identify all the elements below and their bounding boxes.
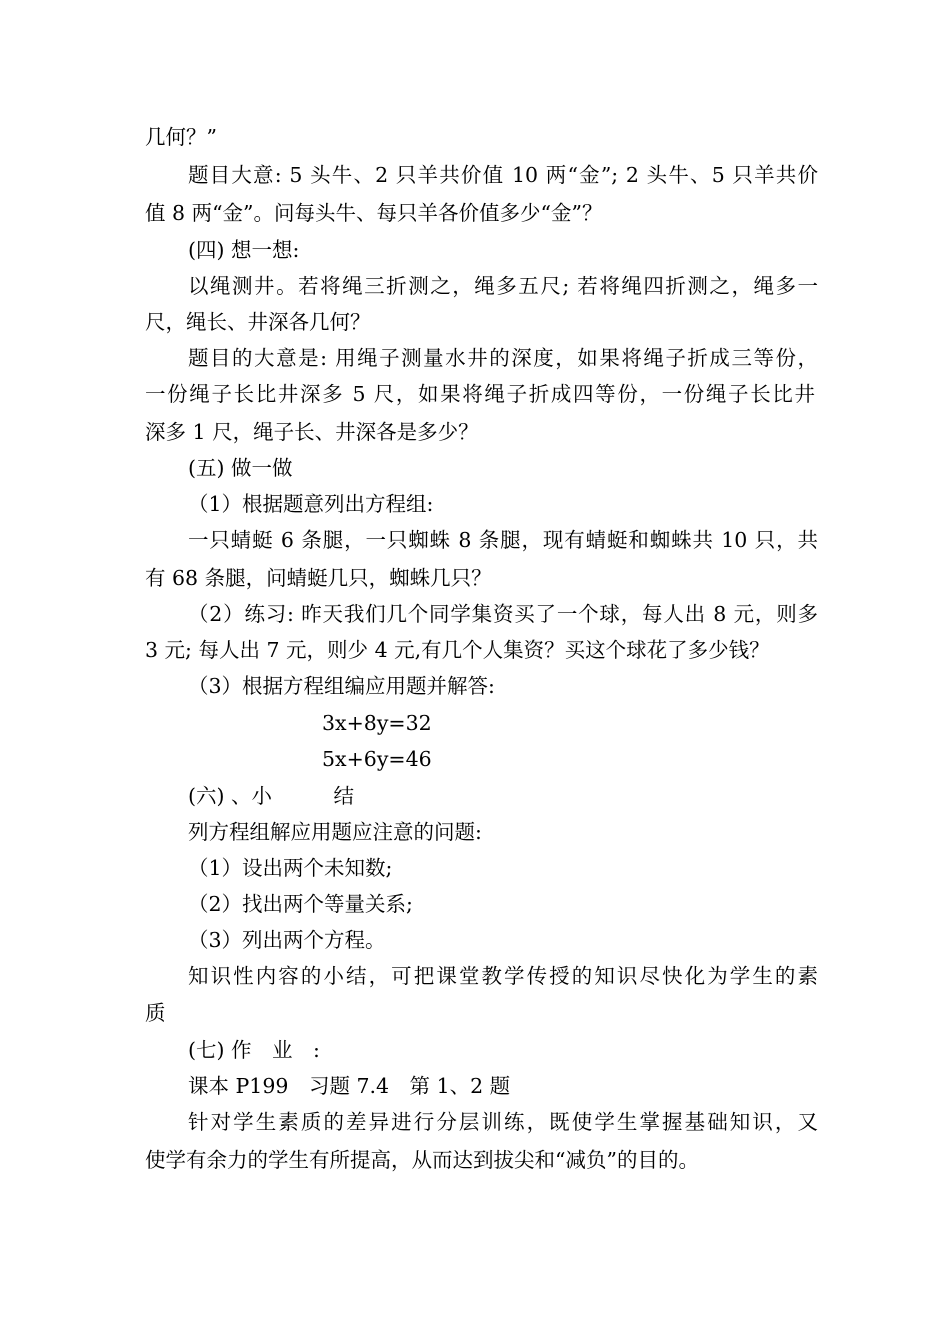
section-heading: (五) 做一做 xyxy=(188,456,293,480)
text-line: 一份绳子长比井深多 5 尺，如果将绳子折成四等份，一份绳子长比井 xyxy=(145,382,815,406)
section-heading: (四) 想一想: xyxy=(188,238,300,262)
text-line: （2）练习: 昨天我们几个同学集资买了一个球，每人出 8 元，则多 xyxy=(188,602,818,626)
text-line: （2）找出两个等量关系; xyxy=(188,892,413,916)
text-line: 几何？” xyxy=(145,125,217,149)
text-line: 质 xyxy=(145,1001,166,1025)
text-line: （3）列出两个方程。 xyxy=(188,928,386,952)
text-line: 一只蜻蜓 6 条腿，一只蜘蛛 8 条腿，现有蜻蜓和蜘蛛共 10 只，共 xyxy=(188,528,818,552)
equation: 3x+8y=32 xyxy=(322,711,432,735)
text-line: （1）设出两个未知数; xyxy=(188,856,393,880)
text-line: 题目的大意是: 用绳子测量水井的深度，如果将绳子折成三等份， xyxy=(188,346,818,370)
text-line: 有 68 条腿，问蜻蜓几只，蜘蛛几只？ xyxy=(145,566,492,590)
text-line: 值 8 两“金”。问每头牛、每只羊各价值多少“金”？ xyxy=(145,201,603,225)
text-line: 知识性内容的小结，可把课堂教学传授的知识尽快化为学生的素 xyxy=(188,964,818,988)
text-line: （1）根据题意列出方程组: xyxy=(188,492,434,516)
equation: 5x+6y=46 xyxy=(322,747,432,771)
text-line: 以绳测井。若将绳三折测之，绳多五尺; 若将绳四折测之，绳多一 xyxy=(188,274,818,298)
text-line: 列方程组解应用题应注意的问题: xyxy=(188,820,482,844)
text-line: 题目大意: 5 头牛、2 只羊共价值 10 两“金”; 2 头牛、5 只羊共价 xyxy=(188,163,818,187)
text-line: 针对学生素质的差异进行分层训练，既使学生掌握基础知识，又 xyxy=(188,1110,818,1134)
text-line: 尺，绳长、井深各几何？ xyxy=(145,310,371,334)
text-line: （3）根据方程组编应用题并解答: xyxy=(188,674,495,698)
section-heading: (六) 、小 结 xyxy=(188,784,355,808)
section-heading: (七) 作 业 : xyxy=(188,1038,320,1062)
text-line: 深多 1 尺，绳子长、井深各是多少？ xyxy=(145,420,479,444)
text-line: 3 元; 每人出 7 元，则少 4 元,有几个人集资？买这个球花了多少钱？ xyxy=(145,638,770,662)
text-line: 使学有余力的学生有所提高，从而达到拔尖和“减负”的目的。 xyxy=(145,1148,699,1172)
text-line: 课本 P199 习题 7.4 第 1、2 题 xyxy=(188,1074,511,1098)
